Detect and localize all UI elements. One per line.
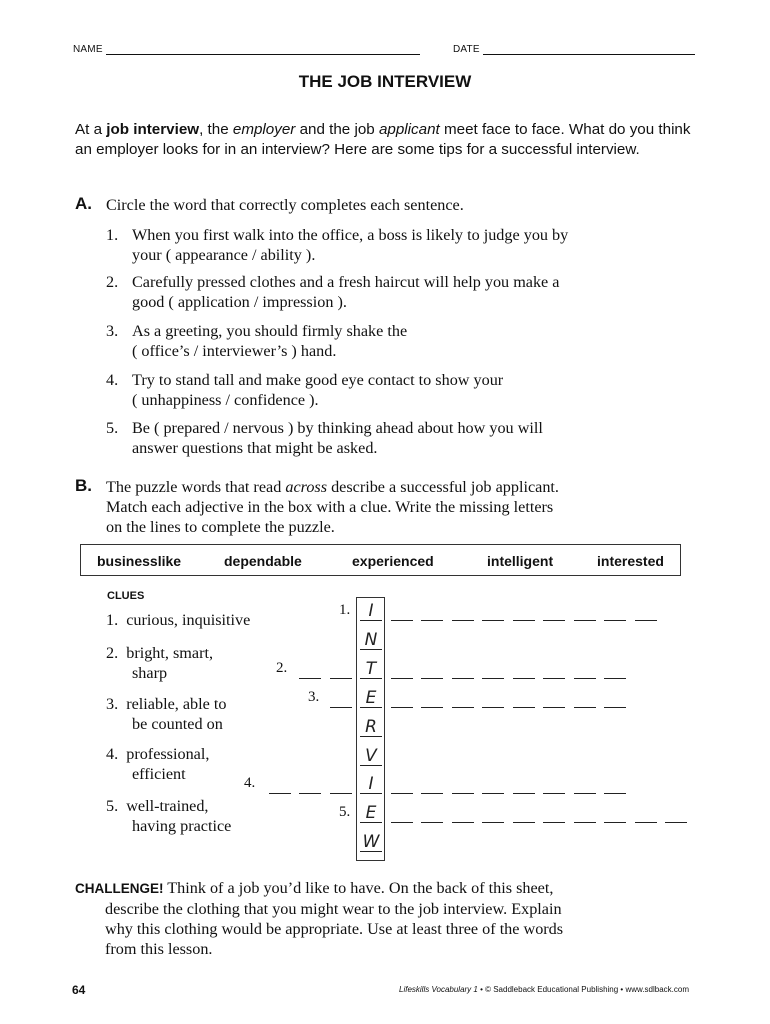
answer-blank[interactable] <box>513 793 535 794</box>
answer-blank[interactable] <box>482 707 504 708</box>
intro-paragraph: At a job interview, the employer and the job applicant meet face to face. What do you think an employer looks for in an interview? Here are some tips for a successful interview. <box>75 121 691 158</box>
answer-blank[interactable] <box>635 822 657 823</box>
vertical-letter-9: W <box>360 831 382 852</box>
date-field <box>453 44 695 55</box>
section-b-letter: B. <box>75 476 92 495</box>
answer-blank[interactable] <box>452 620 474 621</box>
vertical-letter-1: I <box>360 600 382 621</box>
answer-blank[interactable] <box>635 620 657 621</box>
vertical-letter-3: T <box>360 658 382 679</box>
date-label: DATE <box>453 44 480 55</box>
puzzle-row-number-3: 3. <box>308 688 320 705</box>
answer-blank[interactable] <box>482 678 504 679</box>
challenge-label: CHALLENGE! <box>75 881 164 896</box>
section-a-letter: A. <box>75 194 92 213</box>
answer-blank[interactable] <box>574 822 596 823</box>
vertical-letter-8: E <box>360 802 382 823</box>
answer-blank[interactable] <box>604 707 626 708</box>
page-number: 64 <box>72 983 86 997</box>
answer-blank[interactable] <box>604 678 626 679</box>
answer-blank[interactable] <box>391 620 413 621</box>
answer-blank[interactable] <box>543 793 565 794</box>
challenge: CHALLENGE! Think of a job you’d like to have. On the back of this sheet, describe the clothing that you might wear to the job interview. Explain why this clothing would be appropriate. Use at least three of the words from this lesson. <box>75 879 564 958</box>
answer-blank[interactable] <box>543 620 565 621</box>
answer-blank[interactable] <box>452 793 474 794</box>
answer-blank[interactable] <box>391 707 413 708</box>
footer-credit: Lifeskills Vocabulary 1 • © Saddleback Educational Publishing • www.sdlback.com <box>399 985 690 994</box>
word-intelligent: intelligent <box>487 553 554 569</box>
clues-heading: CLUES <box>107 590 145 602</box>
date-line[interactable] <box>483 44 695 55</box>
vertical-letter-4: E <box>360 687 382 708</box>
word-experienced: experienced <box>352 553 434 569</box>
answer-blank[interactable] <box>482 822 504 823</box>
clue-4: 4. professional, efficient <box>106 745 210 783</box>
answer-blank[interactable] <box>330 707 352 708</box>
answer-blank[interactable] <box>330 793 352 794</box>
answer-blank[interactable] <box>452 822 474 823</box>
section-b-instruction: The puzzle words that read across describe a successful job applicant. Match each adjective in the box with a clue. Write the missing letters on the lines to complete the puzzle. <box>106 478 559 536</box>
answer-blank[interactable] <box>513 678 535 679</box>
answer-blank[interactable] <box>604 793 626 794</box>
answer-blank[interactable] <box>574 678 596 679</box>
page-title: THE JOB INTERVIEW <box>298 72 472 91</box>
answer-blank[interactable] <box>421 793 443 794</box>
answer-blank[interactable] <box>391 678 413 679</box>
section-b-heading <box>75 476 92 496</box>
answer-blank[interactable] <box>299 793 321 794</box>
answer-blank[interactable] <box>269 793 291 794</box>
answer-blank[interactable] <box>513 707 535 708</box>
answer-blank[interactable] <box>543 822 565 823</box>
answer-blank[interactable] <box>391 822 413 823</box>
answer-blank[interactable] <box>574 620 596 621</box>
answer-blank[interactable] <box>421 620 443 621</box>
answer-blank[interactable] <box>543 678 565 679</box>
answer-blank[interactable] <box>452 707 474 708</box>
section-a-heading <box>75 194 92 214</box>
answer-blank[interactable] <box>574 707 596 708</box>
puzzle-row-number-2: 2. <box>276 659 288 676</box>
vertical-letter-6: V <box>360 745 382 766</box>
clue-1: 1. curious, inquisitive <box>106 611 251 629</box>
puzzle-row-number-4: 4. <box>244 775 256 792</box>
vertical-letter-5: R <box>360 716 382 737</box>
word-businesslike: businesslike <box>97 553 182 569</box>
answer-blank[interactable] <box>513 620 535 621</box>
puzzle-row-number-1: 1. <box>339 602 351 618</box>
answer-blank[interactable] <box>543 707 565 708</box>
clue-5: 5. well-trained, having practice <box>106 797 232 835</box>
answer-blank[interactable] <box>421 678 443 679</box>
vertical-letter-2: N <box>360 629 382 650</box>
answer-blank[interactable] <box>391 793 413 794</box>
word-dependable: dependable <box>224 553 302 569</box>
answer-blank[interactable] <box>299 678 321 679</box>
clue-2: 2. bright, smart, sharp <box>106 644 214 682</box>
answer-blank[interactable] <box>421 707 443 708</box>
answer-blank[interactable] <box>665 822 687 823</box>
answer-blank[interactable] <box>574 793 596 794</box>
name-label: NAME <box>73 44 103 55</box>
answer-blank[interactable] <box>482 620 504 621</box>
clue-3: 3. reliable, able to be counted on <box>106 695 227 733</box>
answer-blank[interactable] <box>482 793 504 794</box>
answer-blank[interactable] <box>513 822 535 823</box>
puzzle-row-number-5: 5. <box>339 804 351 821</box>
word-interested: interested <box>597 553 664 569</box>
answer-blank[interactable] <box>452 678 474 679</box>
vertical-letter-7: I <box>360 773 382 794</box>
section-a-instruction: Circle the word that correctly completes each sentence. <box>106 196 464 214</box>
word-box <box>80 544 681 576</box>
name-field <box>73 44 420 55</box>
answer-blank[interactable] <box>330 678 352 679</box>
answer-blank[interactable] <box>421 822 443 823</box>
name-line[interactable] <box>106 44 420 55</box>
answer-blank[interactable] <box>604 822 626 823</box>
answer-blank[interactable] <box>604 620 626 621</box>
